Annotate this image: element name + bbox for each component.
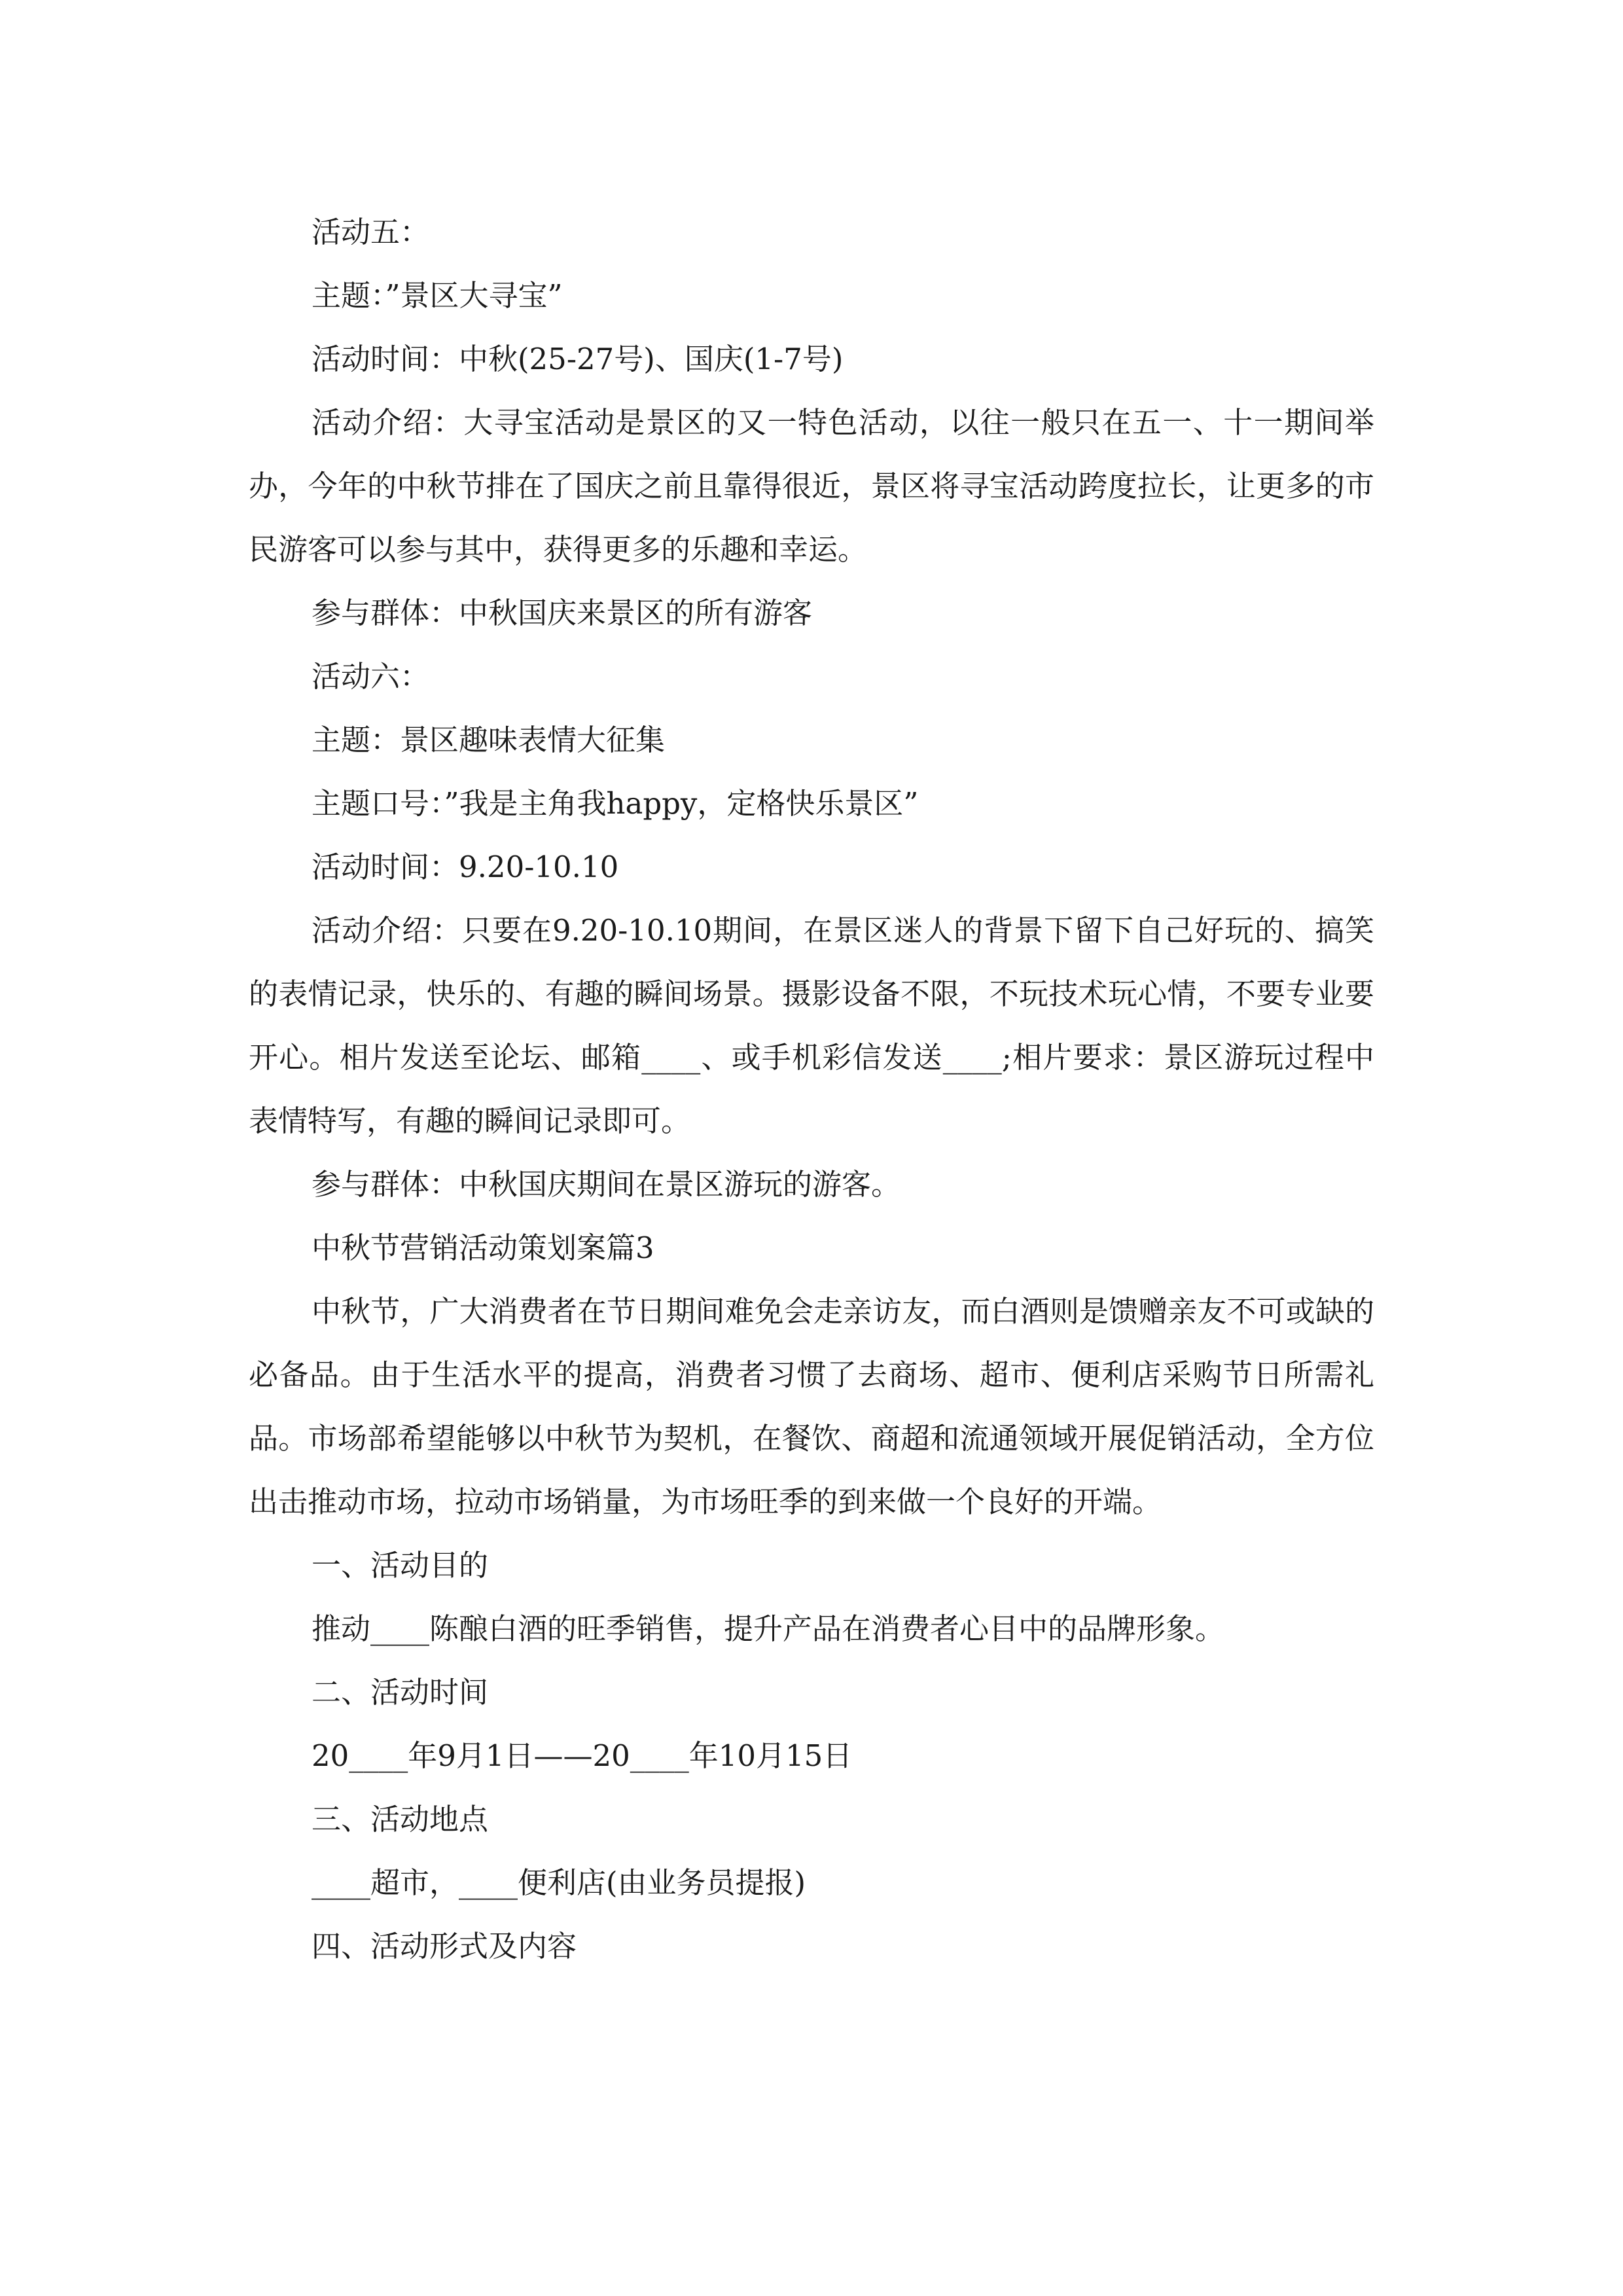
- paragraph-time: 20____年9月1日——20____年10月15日: [312, 1738, 853, 1773]
- heading-time: 二、活动时间: [312, 1675, 489, 1710]
- paragraph-activity-five-theme: 主题：”景区大寻宝”: [312, 278, 563, 313]
- paragraph-activity-five-intro: 活动介绍：大寻宝活动是景区的又一特色活动，以往一般只在五一、十一期间举办，今年的中秋节排在了国庆之前且靠得很近，景区将寻宝活动跨度拉长，让更多的市民游客可以参与其中，获得更多的乐趣和幸运。: [249, 405, 1374, 567]
- document-body: [249, 200, 1374, 1978]
- paragraph-activity-six-audience: 参与群体：中秋国庆期间在景区游玩的游客。: [312, 1167, 901, 1202]
- paragraph-location: ____超市，____便利店(由业务员提报): [312, 1865, 806, 1900]
- section-title-plan-3: 中秋节营销活动策划案篇3: [312, 1230, 654, 1265]
- heading-purpose: 一、活动目的: [312, 1548, 489, 1583]
- paragraph-activity-six-heading: 活动六：: [312, 659, 430, 694]
- paragraph-plan-3-intro: 中秋节，广大消费者在节日期间难免会走亲访友，而白酒则是馈赠亲友不可或缺的必备品。由于生活水平的提高，消费者习惯了去商场、超市、便利店采购节日所需礼品。市场部希望能够以中秋节为契机，在餐饮、商超和流通领域开展促销活动，全方位出击推动市场，拉动市场销量，为市场旺季的到来做一个良好的开端。: [249, 1294, 1374, 1519]
- paragraph-activity-five-heading: 活动五：: [312, 215, 430, 249]
- paragraph-activity-six-time: 活动时间：9.20-10.10: [312, 850, 619, 884]
- paragraph-purpose: 推动____陈酿白酒的旺季销售，提升产品在消费者心目中的品牌形象。: [312, 1611, 1225, 1646]
- heading-location: 三、活动地点: [312, 1802, 489, 1837]
- paragraph-activity-six-theme: 主题：景区趣味表情大征集: [312, 723, 666, 757]
- heading-format-content: 四、活动形式及内容: [312, 1929, 577, 1964]
- paragraph-activity-five-audience: 参与群体：中秋国庆来景区的所有游客: [312, 596, 813, 630]
- paragraph-activity-five-time: 活动时间：中秋(25-27号)、国庆(1-7号): [312, 342, 844, 376]
- paragraph-activity-six-slogan: 主题口号：”我是主角我happy，定格快乐景区”: [312, 786, 919, 821]
- paragraph-activity-six-intro: 活动介绍：只要在9.20-10.10期间，在景区迷人的背景下留下自己好玩的、搞笑的表情记录，快乐的、有趣的瞬间场景。摄影设备不限，不玩技术玩心情，不要专业要开心。相片发送至论坛、邮箱____、或手机彩信发送____;相片要求：景区游玩过程中表情特写，有趣的瞬间记录即可。: [249, 913, 1374, 1138]
